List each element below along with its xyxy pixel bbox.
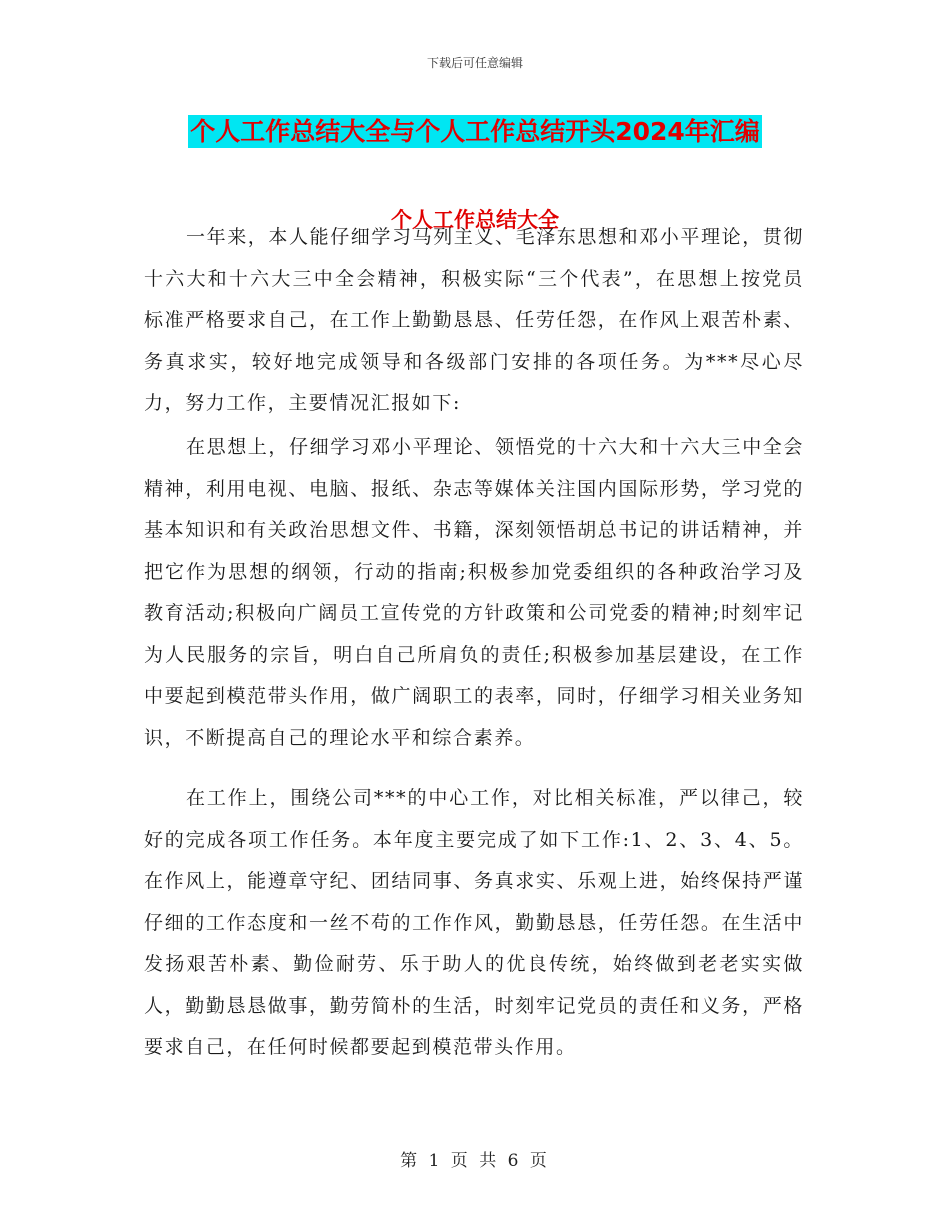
- paragraph-work: 在工作上，围绕公司***的中心工作，对比相关标准，严以律己，较好的完成各项工作任务。本年度主要完成了如下工作:1、2、3、4、5。 在作风上，能遵章守纪、团结同事、务真求实、乐观上进，始终保持严谨仔细的工作态度和一丝不苟的工作作风，勤勤恳恳，任劳任怨。在生活中发扬艰苦朴素、勤俭耐劳、乐于助人的优良传统，始终做到老老实实做人，勤勤恳恳做事，勤劳简朴的生活，时刻牢记党员的责任和义务，严格要求自己，在任何时候都要起到模范带头作用。: [144, 787, 804, 1058]
- section-title: 个人工作总结大全: [391, 208, 559, 232]
- document-title: [0, 112, 950, 148]
- document-title-text: 个人工作总结大全与个人工作总结开头2024年汇编: [190, 117, 760, 146]
- paragraph-intro: 一年来，本人能仔细学习马列主义、毛泽东思想和邓小平理论，贯彻十六大和十六大三中全会精神，积极实际“三个代表”，在思想上按党员标准严格要求自己，在工作上勤勤恳恳、任劳任怨，在作风上艰苦朴素、务真求实，较好地完成领导和各级部门安排的各项任务。为***尽心尽力，努力工作，主要情况汇报如下:: [144, 226, 805, 414]
- page-number: 第 1 页 共 6 页: [400, 1151, 550, 1171]
- paragraph-thought: 在思想上，仔细学习邓小平理论、领悟党的十六大和十六大三中全会精神，利用电视、电脑、报纸、杂志等媒体关注国内国际形势，学习党的基本知识和有关政治思想文件、书籍，深刻领悟胡总书记的讲话精神，并把它作为思想的纲领，行动的指南;积极参加党委组织的各种政治学习及教育活动;积极向广阔员工宣传党的方针政策和公司党委的精神;时刻牢记为人民服务的宗旨，明白自己所肩负的责任;积极参加基层建设，在工作中要起到模范带头作用，做广阔职工的表率，同时，仔细学习相关业务知识，不断提高自己的理论水平和综合素养。: [144, 436, 805, 749]
- page-header-note: 下载后可任意编辑: [426, 56, 523, 70]
